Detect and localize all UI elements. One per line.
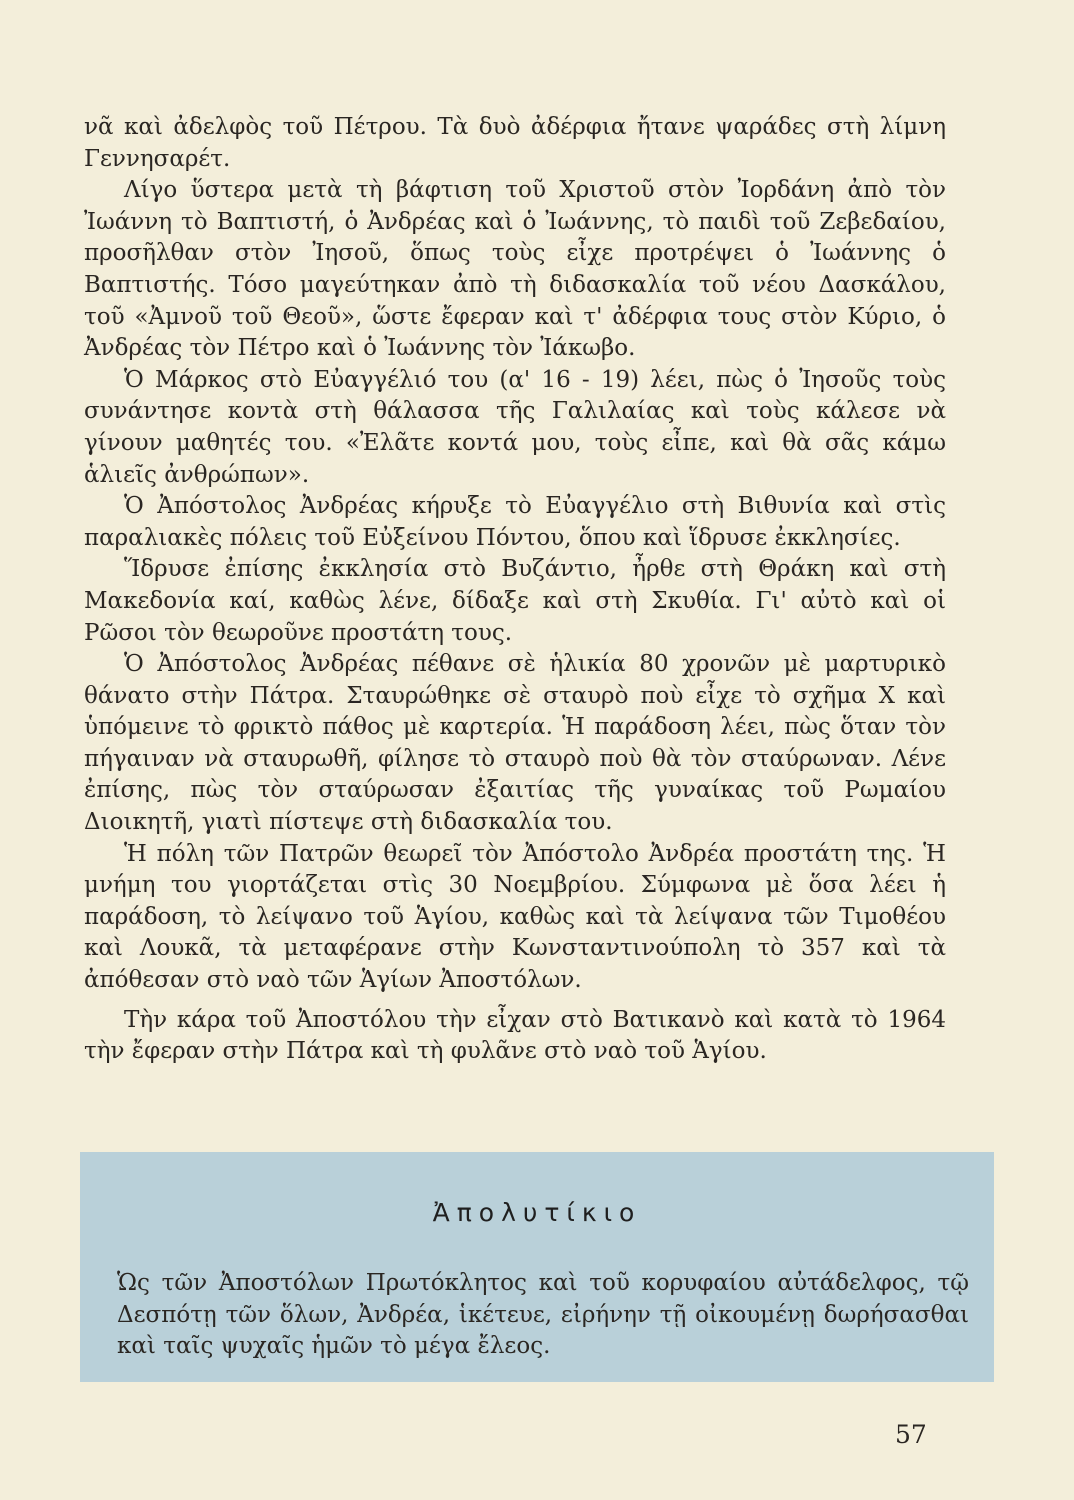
paragraph-6: Ὁ Ἀπόστολος Ἀνδρέας πέθανε σὲ ἡλικία 80 χρονῶν μὲ μαρτυρικὸ θάνατο στὴν Πάτρα. Σταυρώθηκε σὲ σταυρὸ ποὺ εἶχε τὸ σχῆμα Χ καὶ ὑπόμεινε τὸ φρικτὸ πάθος μὲ καρτερία. Ἡ παράδοση λέει, πὼς ὅταν τὸν πήγαιναν νὰ σταυρωθῆ, φίλησε τὸ σταυρὸ ποὺ θὰ τὸν σταύρωναν. Λένε ἐπίσης, πὼς τὸν σταύρωσαν ἐξαιτίας τῆς γυναίκας τοῦ Ρωμαίου Διοικητῆ, γιατὶ πίστεψε στὴ διδασκαλία του. xyxy=(84,651,946,836)
paragraph-2: Λίγο ὕστερα μετὰ τὴ βάφτιση τοῦ Χριστοῦ στὸν Ἰορδάνη ἀπὸ τὸν Ἰωάννη τὸ Βαπτιστή, ὁ Ἀνδρέας καὶ ὁ Ἰωάννης, τὸ παιδὶ τοῦ Ζεβεδαίου, προσῆλθαν στὸν Ἰησοῦ, ὅπως τοὺς εἶχε προτρέψει ὁ Ἰωάννης ὁ Βαπτιστής. Τόσο μαγεύτηκαν ἀπὸ τὴ διδασκαλία τοῦ νέου Δασκάλου, τοῦ «Ἀμνοῦ τοῦ Θεοῦ», ὥστε ἔφεραν καὶ τ' ἀδέρφια τους στὸν Κύριο, ὁ Ἀνδρέας τὸν Πέτρο καὶ ὁ Ἰωάννης τὸν Ἰάκωβο. xyxy=(84,177,946,362)
apolytikio-text: Ὡς τῶν Ἀποστόλων Πρωτόκλητος καὶ τοῦ κορυφαίου αὐτάδελφος, τῷ Δεσπότῃ τῶν ὅλων, Ἀνδρέα, ἱκέτευε, εἰρήνην τῇ οἰκουμένῃ δωρήσασθαι καὶ ταῖς ψυχαῖς ἡμῶν τὸ μέγα ἔλεος. xyxy=(117,1270,969,1359)
paragraph-5: Ἵδρυσε ἐπίσης ἐκκλησία στὸ Βυζάντιο, ἦρθε στὴ Θράκη καὶ στὴ Μακεδονία καί, καθὼς λένε, δίδαξε καὶ στὴ Σκυθία. Γι' αὐτὸ καὶ οἱ Ρῶσοι τὸν θεωροῦνε προστάτη τους. xyxy=(84,556,946,646)
apolytikio-box xyxy=(80,1152,994,1382)
paragraph-7: Ἡ πόλη τῶν Πατρῶν θεωρεῖ τὸν Ἀπόστολο Ἀνδρέα προστάτη της. Ἡ μνήμη του γιορτάζεται στὶς 30 Νοεμβρίου. Σύμφωνα μὲ ὅσα λέει ἡ παράδοση, τὸ λείψανο τοῦ Ἁγίου, καθὼς καὶ τὰ λείψανα τῶν Τιμοθέου καὶ Λουκᾶ, τὰ μεταφέρανε στὴν Κωνσταντινούπολη τὸ 357 καὶ τὰ ἀπόθεσαν στὸ ναὸ τῶν Ἁγίων Ἀποστόλων. xyxy=(84,840,946,994)
page-number: 57 xyxy=(895,1420,927,1449)
paragraph-8: Τὴν κάρα τοῦ Ἀποστόλου τὴν εἶχαν στὸ Βατικανὸ καὶ κατὰ τὸ 1964 τὴν ἔφεραν στὴν Πάτρα καὶ τὴ φυλᾶνε στὸ ναὸ τοῦ Ἁγίου. xyxy=(84,1006,946,1065)
apolytikio-title: Ἀπολυτίκιο xyxy=(432,1198,642,1227)
paragraph-4: Ὁ Ἀπόστολος Ἀνδρέας κήρυξε τὸ Εὐαγγέλιο στὴ Βιθυνία καὶ στὶς παραλιακὲς πόλεις τοῦ Εὐξείνου Πόντου, ὅπου καὶ ἵδρυσε ἐκκλησίες. xyxy=(84,493,946,551)
body-text xyxy=(84,112,946,1068)
paragraph-1: νᾶ καὶ ἀδελφὸς τοῦ Πέτρου. Τὰ δυὸ ἀδέρφια ἤτανε ψαράδες στὴ λίμνη Γεννησαρέτ. xyxy=(84,114,946,172)
paragraph-3: Ὁ Μάρκος στὸ Εὐαγγέλιό του (α' 16 - 19) λέει, πὼς ὁ Ἰησοῦς τοὺς συνάντησε κοντὰ στὴ θάλασσα τῆς Γαλιλαίας καὶ τοὺς κάλεσε νὰ γίνουν μαθητές του. «Ἐλᾶτε κοντά μου, τοὺς εἶπε, καὶ θὰ σᾶς κάμω ἁλιεῖς ἀνθρώπων». xyxy=(84,366,946,488)
